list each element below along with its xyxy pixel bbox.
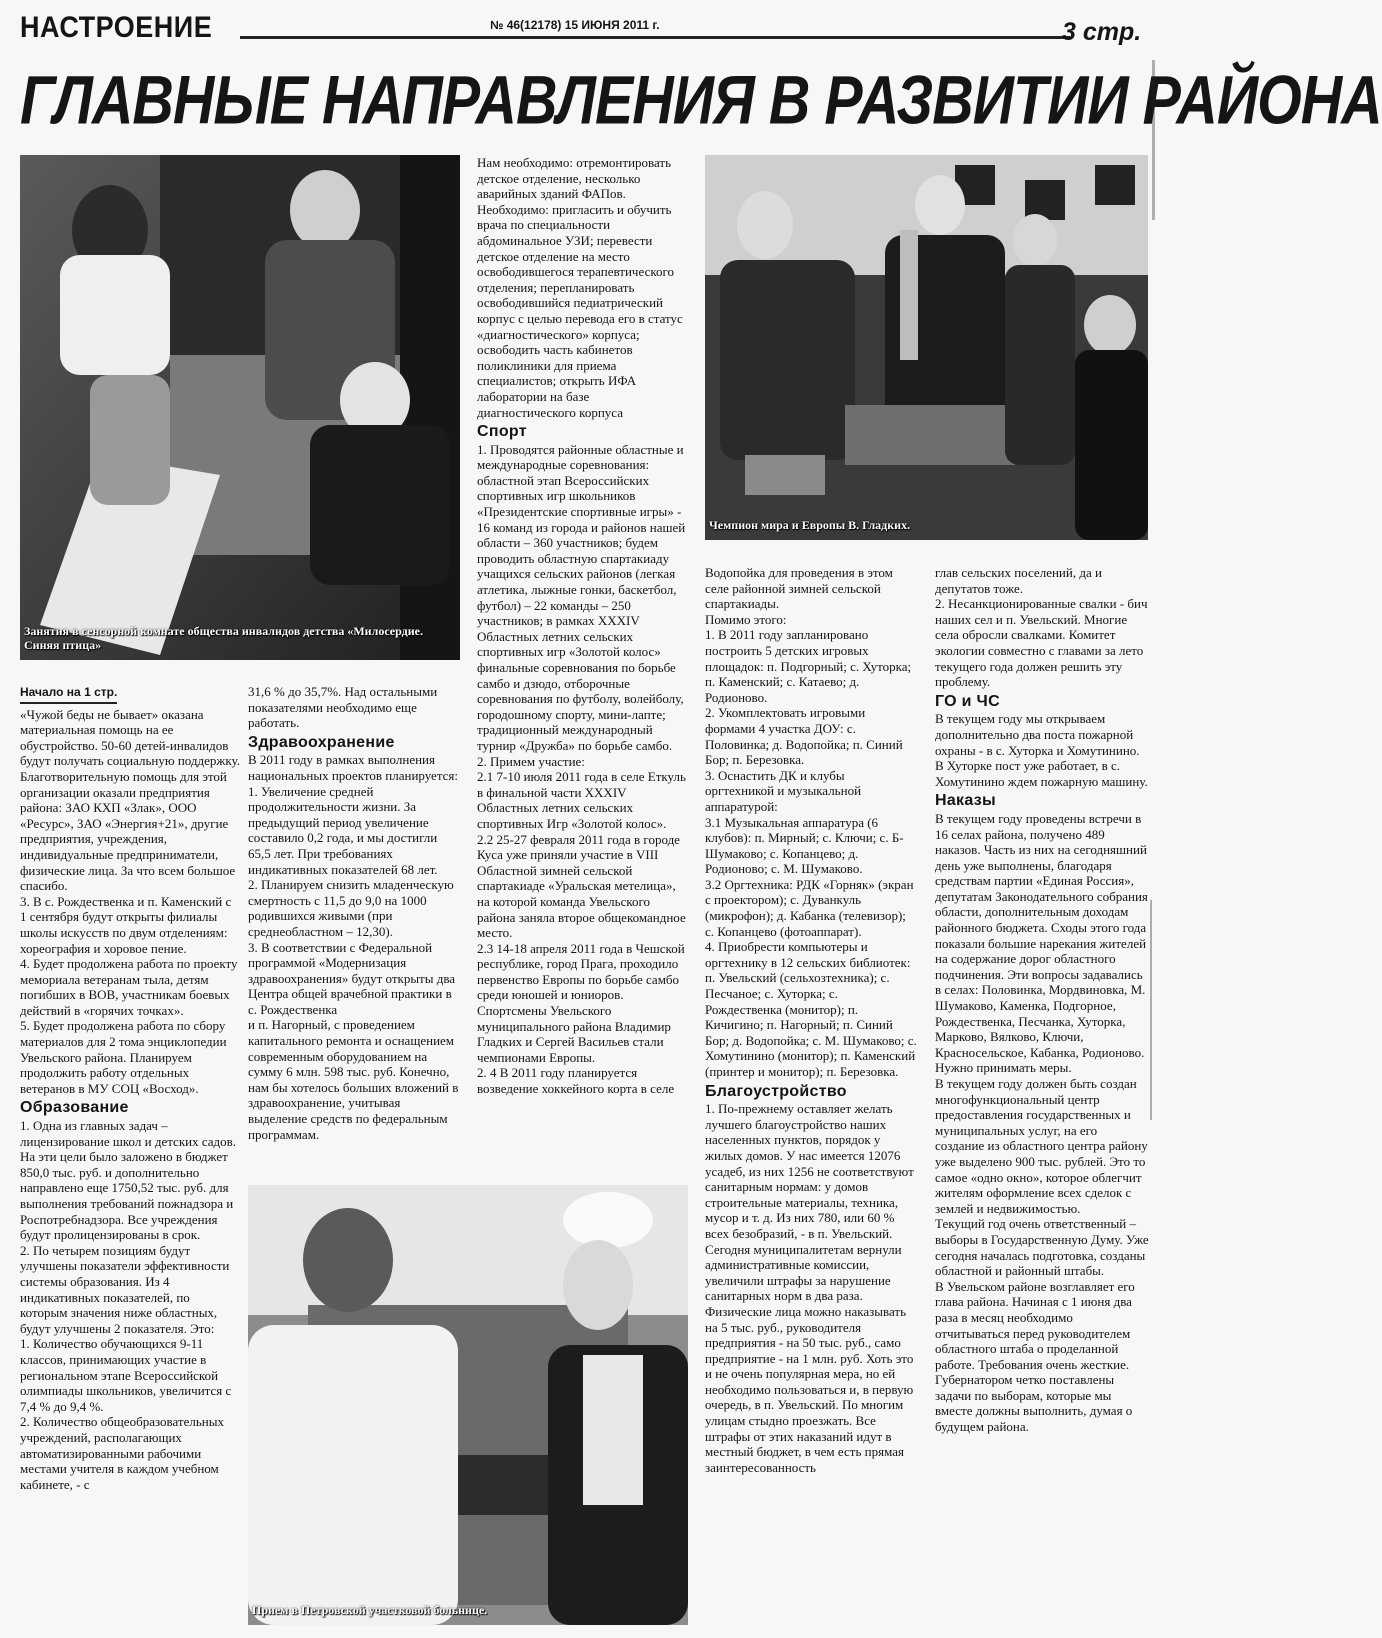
- paragraph: В текущем году проведены встречи в 16 селах района, получено 489 наказов. Часть из них на сегодняшний день уже выполнены, благодаря средствам партии «Единая Россия», депутатам Законодательного собрания области, дополнительным доходам районного бюджета. Сходы этого года показали большие нарекания жителей на содержание дорог областного подчинения. Эти вопросы задавались в селах: Половинка, Мордвиновка, М. Шумаково, Каменка, Подгорное, Рождественка, Песчанка, Хуторка, Марково, Вялково, Ключи, Красносельское, Кабанка, Родионово. Нужно принимать меры.: [935, 810, 1148, 1076]
- column-3: [477, 155, 689, 1097]
- column-1: [20, 684, 240, 1492]
- paragraph: Текущий год очень ответственный – выборы в Государственную Думу. Уже сегодня началась подготовка, созданы областной и районный штабы.: [935, 1216, 1149, 1279]
- masthead-rule: [240, 36, 1070, 39]
- paragraph: 3. В с. Рождественка и п. Каменский с 1 сентября будут открыты филиалы школы искусств по двум отделениям: хореография и хоровое пение.: [20, 893, 232, 956]
- col4-improvement-text: [705, 1101, 917, 1475]
- paragraph: Необходимо: пригласить и обучить врача по специальности абдоминальное УЗИ; перевести детское отделение на место освободившегося терапевтического отделения; перепланировать освободившийся педиатрический корпус с целью перевода его в статус «диагностического» корпуса; освободить часть кабинетов поликлиники для приема специалистов; открыть ИФА лаборатории на базе диагностического корпуса: [477, 201, 683, 420]
- photo-champion-caption: Чемпион мира и Европы В. Гладких.: [709, 518, 911, 532]
- photo-hospital-caption: Прием в Петровской участковой больнице.: [252, 1603, 488, 1617]
- paragraph: 3.2 Оргтехника: РДК «Горняк» (экран с проектором); с. Дуванкуль (микрофон); д. Кабанка (телевизор); с. Копанцево (фотоаппарат).: [705, 876, 914, 939]
- paragraph: В текущем году должен быть создан многофункциональный центр предоставления государственных и муниципальных услуг, на его создание из областного центра району уже выделено 900 тыс. рублей. Это то самое «одно окно», которое облегчит жителям оформление всех сделок с землей и недвижимостью.: [935, 1076, 1148, 1216]
- paragraph: В текущем году мы открываем дополнительно два поста пожарной охраны - в с. Хуторка и Хомутинино. В Хуторке пост уже работает, в с. Хомутинино ждем пожарную машину.: [935, 711, 1148, 789]
- col5-civil-defense-text: [935, 711, 1149, 789]
- col1-education-text: [20, 1118, 240, 1492]
- paragraph: 2. 4 В 2011 году планируется возведение хоккейного корта в селе: [477, 1065, 675, 1097]
- paragraph: 3.1 Музыкальная аппаратура (6 клубов): п. Мирный; с. Ключи; с. Б-Шумаково; с. Копанцево; д. Родионово; с. М. Шумаково.: [705, 814, 904, 877]
- section-title-civil-defense: ГО и ЧС: [935, 692, 1000, 710]
- paragraph: Благотворительную помощь для этой организации оказали предприятия района: ЗАО КХП «Злак», ООО «Ресурс», ЗАО «Энергия+21», другие предприятия, учреждения, индивидуальные предприниматели, физические лица. За что всем большое спасибо.: [20, 768, 236, 894]
- photo-sensory-room-image: [20, 155, 460, 660]
- column-5: [935, 565, 1149, 1435]
- paragraph: 5. Будет продолжена работа по сбору материалов для 2 тома энциклопедии Увельского района. Планируем продолжить работу отдельных ветеранов в МУ СОЦ «Восход».: [20, 1018, 227, 1096]
- paragraph: 2.2 25-27 февраля 2011 года в городе Куса уже приняли участие в VIII Областной зимней сельской спартакиаде «Уральская метелица», на которой команда Увельского района заняла второе общекомандное место.: [477, 831, 686, 941]
- photo-sensory-room-caption: Занятия в сенсорной комнате общества инвалидов детства «Милосердие. Синяя птица»: [24, 624, 423, 652]
- photo-sensory-room: [20, 155, 460, 660]
- column-4: [705, 565, 917, 1475]
- scan-artifact: [1152, 60, 1155, 220]
- photo-champion-image: [705, 155, 1148, 540]
- photo-champion: [705, 155, 1148, 540]
- paragraph: В 2011 году в рамках выполнения национальных проектов планируется:: [248, 752, 459, 783]
- paragraph: 1. По-прежнему оставляет желать лучшего благоустройство наших населенных пунктов, порядок у жилых домов. У нас имеется 12076 усадеб, из них 1256 не соответствуют санитарным нормам: у домов строительные материалы, техника, мусор и т. д. Из них 780, или 60 % всех безобразий, - в п. Увельский. Сегодня муниципалитетам вернули административные комиссии, увеличили штрафы за нарушение санитарных норм в два раза. Физические лица можно наказывать на 5 тыс. руб., руководителя предприятия - на 50 тыс. руб., само предприятие - на 1 млн. руб. Хоть это и не очень популярная мера, но ей необходимо пользоваться и, в первую очередь, в п. Увельский. По многим улицам стыдно проезжать. Все штрафы от этих наказаний идут в местный бюджет, в чем есть прямая заинтересованность: [705, 1101, 914, 1475]
- paragraph: 2. Количество общеобразовательных учреждений, располагающих автоматизированными рабочими местами учителя в каждом учебном кабинете, - с: [20, 1414, 224, 1492]
- paragraph: 4. Будет продолжена работа по проекту мемориала ветеранам тыла, детям погибших в ВОВ, участникам боевых действий в «горячих точках».: [20, 956, 238, 1018]
- paragraph: Нам необходимо: отремонтировать детское отделение, несколько аварийных зданий ФАПов.: [477, 155, 672, 202]
- paragraph: 4. Приобрести компьютеры и оргтехнику в 12 сельских библиотек: п. Увельский (сельхозтехника); с. Песчаное; с. Хуторка; с. Рождественка (монитор); п. Кичигино; п. Нагорный; п. Синий Бор; д. Водопойка; с. М. Шумаково; с. Хомутинино (монитор); п. Каменский (принтер и монитор); п. Березовка.: [705, 939, 917, 1079]
- paragraph: и п. Нагорный, с проведением капитального ремонта и оснащением современным оборудованием на сумму 6 млн. 598 тыс. руб. Конечно, нам бы хотелось больших вложений в здравоохранение, учитывая выделение средств по федеральным программам.: [248, 1017, 459, 1142]
- col3-top-text: [477, 155, 689, 420]
- paragraph: 1. Количество обучающихся 9-11 классов, принимающих участие в региональном этапе Всероссийской олимпиады школьников, увеличится с 7,4 % до 9,4 %.: [20, 1336, 232, 1414]
- section-title-sport: Спорт: [477, 423, 527, 441]
- paragraph: 3. В соответствии с Федеральной программой «Модернизация здравоохранения» будут открыты два Центра общей врачебной практики в с. Рождественка: [248, 939, 456, 1017]
- section-title-improvement: Благоустройство: [705, 1082, 847, 1100]
- continued-label: Начало на 1 стр.: [20, 685, 117, 704]
- photo-hospital-image: [248, 1185, 688, 1625]
- page-number: 3 стр.: [1062, 18, 1142, 46]
- page-headline: ГЛАВНЫЕ НАПРАВЛЕНИЯ В РАЗВИТИИ РАЙОНА: [20, 61, 1382, 139]
- paragraph: 31,6 % до 35,7%. Над остальными показателями необходимо еще работать.: [248, 684, 438, 731]
- col5-orders-text: [935, 811, 1149, 1435]
- paragraph: В Увельском районе возглавляет его глава района. Начиная с 1 июня два раза в месяц необходимо отчитываться перед руководителем областного штаба о проделанной работе. Требования очень жесткие. Губернатором четко поставлены задачи по выборам, которые мы вместе должны выполнить, думая о будущем района.: [935, 1278, 1135, 1435]
- paragraph: 1. В 2011 году запланировано построить 5 детских игровых площадок: п. Подгорный; с. Хуторка; п. Каменский; с. Катаево; д. Родионово.: [705, 627, 912, 705]
- paragraph: 1. Проводятся районные областные и международные соревнования:: [477, 441, 684, 473]
- paragraph: 2. Примем участие:: [477, 753, 585, 769]
- paragraph: 3. Оснастить ДК и клубы оргтехникой и музыкальной аппаратурой:: [705, 767, 862, 814]
- section-title-education: Образование: [20, 1099, 129, 1117]
- paragraph: 1. Одна из главных задач – лицензирование школ и детских садов. На эти цели было заложено в бюджет 850,0 тыс. руб. и дополнительно направлено еще 1750,52 тыс. руб. для выполнения требований пожнадзора и Роспотребнадзора. Все учреждения будут пролицензированы в срок.: [20, 1118, 237, 1243]
- col4-top-text: [705, 565, 917, 1080]
- paragraph: областной этап Всероссийских спортивных игр школьников «Президентские спортивные игры» - 16 команд из города и районов нашей области – 360 участников; будем проводить областную спартакиаду учащихся сельских районов (легкая атлетика, лыжные гонки, баскетбол, футбол) – 22 команды – 250 участников; в рамках XXXIV Областных летних сельских спортивных игр «Золотой колос» финальные соревнования по борьбе самбо и дзюдо, отборочные соревнования по футболу, волейболу, городошному спорту, мини-лапте; традиционный международный турнир «Дружба» по борьбе самбо.: [477, 472, 686, 753]
- col5-top-text: [935, 565, 1149, 690]
- col2-health-text: [248, 752, 460, 1142]
- issue-line: № 46(12178) 15 ИЮНЯ 2011 г.: [490, 18, 660, 32]
- photo-hospital: [248, 1185, 688, 1625]
- section-label: НАСТРОЕНИЕ: [20, 10, 213, 44]
- paragraph: 2. Укомплектовать игровыми формами 4 участка ДОУ: с. Половинка; д. Водопойка; п. Синий Бор; п. Березовка.: [705, 705, 903, 768]
- paragraph: 2.3 14-18 апреля 2011 года в Чешской республике, город Прага, проходило первенство Европы по борьбе самбо среди юношей и юниоров. Спортсмены Увельского муниципального района Владимир Гладких и Сергей Васильев стали чемпионами Европы.: [477, 940, 685, 1065]
- section-title-health: Здравоохранение: [248, 733, 395, 751]
- scan-artifact: [1150, 900, 1152, 1120]
- column-2: [248, 684, 460, 1142]
- col2-intro-text: [248, 684, 460, 731]
- paragraph: глав сельских поселений, да и депутатов тоже.: [935, 565, 1102, 596]
- paragraph: 2. Несанкционированные свалки - бич наших сел и п. Увельский. Многие села обросли свалками. Комитет экологии совместно с главами за лето текущего года должен решить эту проблему.: [935, 596, 1148, 690]
- section-title-orders: Наказы: [935, 792, 996, 810]
- paragraph: 2. По четырем позициям будут улучшены показатели эффективности системы образования. Из 4 индикативных показателей, по которым значения ниже областных, будут улучшены 2 показателя. Это:: [20, 1242, 230, 1336]
- paragraph: Водопойка для проведения в этом селе районной зимней сельской спартакиады.: [705, 565, 893, 612]
- paragraph: 2.1 7-10 июля 2011 года в селе Еткуль в финальной части XXXIV Областных летних сельских спортивных Игр «Золотой колос».: [477, 769, 686, 831]
- paragraph: Помимо этого:: [705, 611, 787, 627]
- paragraph: «Чужой беды не бывает» оказана материальная помощь на ее обустройство. 50-60 детей-инвалидов будут получать социальную поддержку.: [20, 706, 240, 769]
- paragraph: 2. Планируем снизить младенческую смертность с 11,5 до 9,0 на 1000 родившихся живыми (при среднеобластном – 12,30).: [248, 877, 454, 939]
- col1-lead-text: [20, 707, 240, 1097]
- col3-sport-text: [477, 442, 689, 1097]
- paragraph: 1. Увеличение средней продолжительности жизни. За предыдущий период увеличение составило 0,2 года, и мы достигли 65,5 лет. При требованиях индикативных показателей 68 лет.: [248, 783, 438, 877]
